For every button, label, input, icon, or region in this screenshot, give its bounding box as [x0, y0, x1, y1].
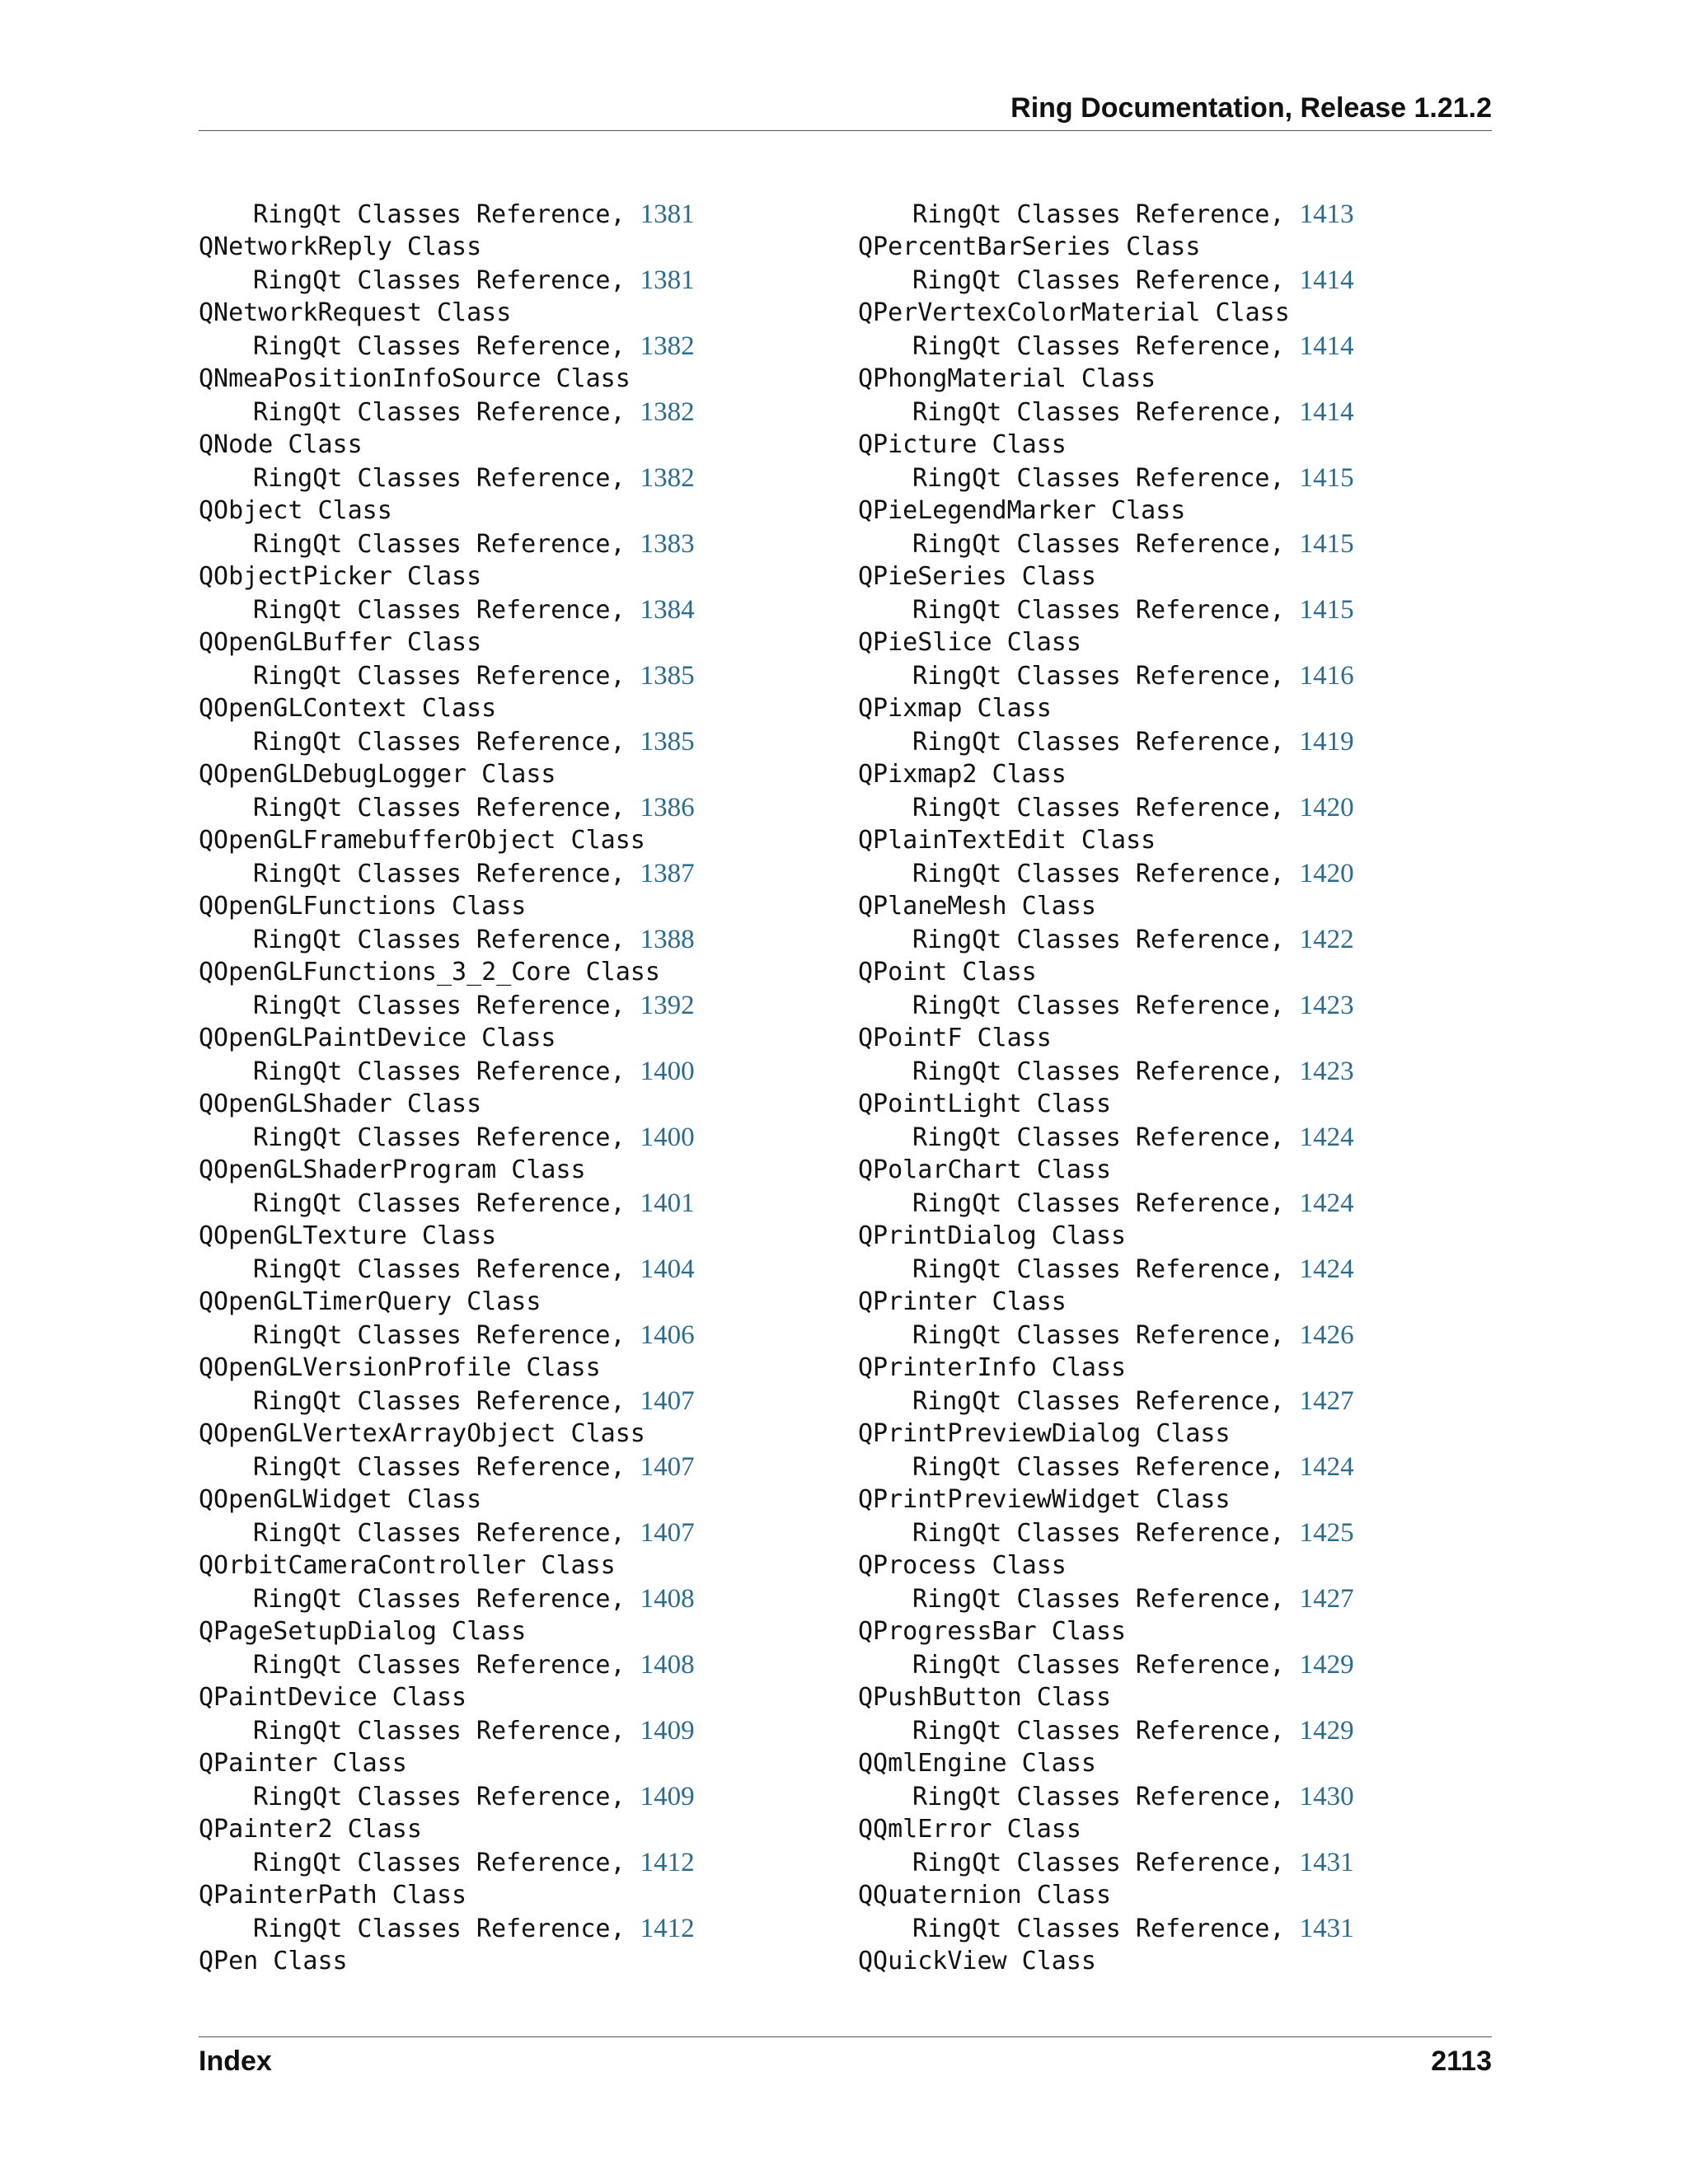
index-subentry-label: RingQt Classes Reference, — [912, 1519, 1285, 1548]
index-subentry-label: RingQt Classes Reference, — [912, 1321, 1285, 1350]
index-term: QOpenGLFunctions Class — [199, 892, 527, 921]
index-subentry — [199, 1912, 809, 1945]
page-number-link[interactable]: 1429 — [1299, 1716, 1354, 1746]
index-subentry — [199, 725, 809, 758]
index-term: QPrinterInfo Class — [858, 1353, 1127, 1382]
index-subentry-label: RingQt Classes Reference, — [253, 1387, 626, 1416]
index-subentry-label: RingQt Classes Reference, — [912, 1123, 1285, 1152]
page-number-link[interactable]: 1406 — [640, 1320, 695, 1350]
index-subentry — [199, 264, 809, 297]
index-term: QPrintDialog Class — [858, 1221, 1127, 1250]
index-subentry-label: RingQt Classes Reference, — [253, 266, 626, 295]
index-term: QPointF Class — [858, 1024, 1052, 1052]
page-number-link[interactable]: 1382 — [640, 397, 695, 427]
index-subentry — [858, 659, 1468, 692]
index-subentry — [199, 462, 809, 494]
index-term: QPolarChart Class — [858, 1155, 1112, 1184]
index-subentry-label: RingQt Classes Reference, — [253, 1189, 626, 1218]
index-subentry — [858, 198, 1468, 231]
footer-section-label: Index — [199, 2046, 272, 2077]
footer-page-number: 2113 — [1431, 2046, 1492, 2077]
index-subentry-label: RingQt Classes Reference, — [912, 398, 1285, 427]
page-number-link[interactable]: 1385 — [640, 727, 695, 757]
index-subentry-label: RingQt Classes Reference, — [253, 1453, 626, 1482]
index-subentry — [199, 1582, 809, 1615]
page-number-link[interactable]: 1381 — [640, 265, 695, 295]
index-term: QPrintPreviewDialog Class — [858, 1419, 1231, 1448]
index-subentry-label: RingQt Classes Reference, — [912, 1255, 1285, 1284]
index-term: QOpenGLFunctions_3_2_Core Class — [199, 958, 660, 987]
index-subentry-label: RingQt Classes Reference, — [912, 464, 1285, 493]
index-subentry-label: RingQt Classes Reference, — [912, 332, 1285, 361]
page-number-link[interactable]: 1386 — [640, 793, 695, 823]
index-subentry-label: RingQt Classes Reference, — [912, 860, 1285, 888]
index-term: QOpenGLBuffer Class — [199, 628, 482, 657]
index-subentry — [858, 1055, 1468, 1088]
index-subentry — [199, 659, 809, 692]
page-number-link[interactable]: 1414 — [1299, 265, 1354, 295]
index-subentry — [199, 198, 809, 231]
index-subentry-label: RingQt Classes Reference, — [912, 1783, 1285, 1811]
index-term: QPlainTextEdit Class — [858, 826, 1156, 855]
index-subentry-label: RingQt Classes Reference, — [912, 596, 1285, 625]
index-term: QPieSeries Class — [858, 562, 1096, 591]
page-number-link[interactable]: 1400 — [640, 1057, 695, 1086]
page-number-link[interactable]: 1400 — [640, 1122, 695, 1152]
index-subentry — [858, 1253, 1468, 1286]
page-number-link[interactable]: 1414 — [1299, 397, 1354, 427]
index-term: QQmlEngine Class — [858, 1749, 1096, 1778]
index-subentry-label: RingQt Classes Reference, — [253, 991, 626, 1020]
index-subentry-label: RingQt Classes Reference, — [253, 1321, 626, 1350]
index-subentry-label: RingQt Classes Reference, — [253, 662, 626, 691]
index-subentry-label: RingQt Classes Reference, — [253, 1057, 626, 1086]
index-subentry — [858, 1780, 1468, 1813]
index-subentry-label: RingQt Classes Reference, — [253, 332, 626, 361]
index-subentry — [199, 1319, 809, 1352]
index-subentry-label: RingQt Classes Reference, — [912, 530, 1285, 559]
index-term: QPrintPreviewWidget Class — [858, 1485, 1231, 1514]
index-subentry-label: RingQt Classes Reference, — [253, 794, 626, 823]
index-subentry — [858, 1451, 1468, 1483]
index-term: QPainter2 Class — [199, 1815, 422, 1844]
index-term: QPaintDevice Class — [199, 1683, 467, 1712]
index-term: QQuickView Class — [858, 1947, 1096, 1975]
index-subentry — [858, 1516, 1468, 1549]
page-number-link[interactable]: 1413 — [1299, 199, 1354, 229]
index-subentry-label: RingQt Classes Reference, — [253, 728, 626, 757]
index-subentry-label: RingQt Classes Reference, — [912, 1585, 1285, 1614]
index-term: QQmlError Class — [858, 1815, 1081, 1844]
index-subentry-label: RingQt Classes Reference, — [253, 530, 626, 559]
index-subentry — [858, 462, 1468, 494]
page-number-link[interactable]: 1423 — [1299, 991, 1354, 1020]
index-subentry-label: RingQt Classes Reference, — [912, 1387, 1285, 1416]
index-subentry-label: RingQt Classes Reference, — [912, 1453, 1285, 1482]
page-number-link[interactable]: 1423 — [1299, 1057, 1354, 1086]
index-subentry-label: RingQt Classes Reference, — [253, 1651, 626, 1680]
index-subentry — [858, 527, 1468, 560]
index-subentry — [199, 1253, 809, 1286]
index-term: QOpenGLDebugLogger Class — [199, 760, 556, 789]
index-term: QNmeaPositionInfoSource Class — [199, 364, 631, 393]
index-subentry — [858, 330, 1468, 363]
page-number-link[interactable]: 1387 — [640, 859, 695, 888]
index-subentry-label: RingQt Classes Reference, — [253, 860, 626, 888]
page-number-link[interactable]: 1424 — [1299, 1254, 1354, 1284]
index-term: QPrinter Class — [858, 1287, 1067, 1316]
index-subentry-label: RingQt Classes Reference, — [912, 728, 1285, 757]
index-subentry — [199, 1385, 809, 1418]
index-term: QPushButton Class — [858, 1683, 1112, 1712]
page-number-link[interactable]: 1407 — [640, 1386, 695, 1416]
page-number-link[interactable]: 1412 — [640, 1848, 695, 1877]
page-number-link[interactable]: 1431 — [1299, 1848, 1354, 1877]
index-subentry-label: RingQt Classes Reference, — [253, 200, 626, 229]
index-subentry — [858, 1187, 1468, 1220]
index-subentry — [199, 396, 809, 429]
page-number-link[interactable]: 1427 — [1299, 1386, 1354, 1416]
index-subentry — [199, 1055, 809, 1088]
index-term: QNetworkRequest Class — [199, 298, 512, 327]
page-number-link[interactable]: 1427 — [1299, 1584, 1354, 1614]
index-term: QOpenGLFramebufferObject Class — [199, 826, 645, 855]
index-term: QOpenGLTimerQuery Class — [199, 1287, 542, 1316]
page-number-link[interactable]: 1426 — [1299, 1320, 1354, 1350]
index-subentry — [858, 857, 1468, 890]
page-number-link[interactable]: 1392 — [640, 991, 695, 1020]
index-subentry — [199, 1648, 809, 1681]
index-subentry-label: RingQt Classes Reference, — [912, 926, 1285, 954]
index-subentry-label: RingQt Classes Reference, — [912, 794, 1285, 823]
page-number-link[interactable]: 1420 — [1299, 793, 1354, 823]
index-term: QOpenGLPaintDevice Class — [199, 1024, 556, 1052]
index-term: QNetworkReply Class — [199, 232, 482, 261]
index-subentry — [199, 527, 809, 560]
index-subentry-label: RingQt Classes Reference, — [912, 662, 1285, 691]
index-subentry — [199, 593, 809, 626]
index-term: QPageSetupDialog Class — [199, 1617, 527, 1646]
footer-rule — [199, 2036, 1492, 2037]
index-subentry — [858, 264, 1468, 297]
page-number-link[interactable]: 1429 — [1299, 1650, 1354, 1680]
index-subentry — [858, 1648, 1468, 1681]
page-number-link[interactable]: 1420 — [1299, 859, 1354, 888]
index-subentry-label: RingQt Classes Reference, — [912, 1057, 1285, 1086]
index-subentry — [199, 330, 809, 363]
index-term: QPointLight Class — [858, 1090, 1112, 1118]
index-subentry-label: RingQt Classes Reference, — [912, 266, 1285, 295]
index-term: QPhongMaterial Class — [858, 364, 1156, 393]
index-subentry — [199, 857, 809, 890]
index-subentry — [858, 1714, 1468, 1747]
index-term: QNode Class — [199, 430, 363, 459]
index-term: QOpenGLVertexArrayObject Class — [199, 1419, 645, 1448]
index-subentry — [199, 1121, 809, 1154]
index-subentry — [858, 725, 1468, 758]
index-subentry — [199, 1714, 809, 1747]
index-column-left — [199, 198, 809, 1978]
index-subentry-label: RingQt Classes Reference, — [253, 398, 626, 427]
index-subentry — [199, 923, 809, 956]
index-term: QOpenGLVersionProfile Class — [199, 1353, 601, 1382]
index-term: QProgressBar Class — [858, 1617, 1127, 1646]
index-term: QProcess Class — [858, 1551, 1067, 1580]
index-subentry-label: RingQt Classes Reference, — [253, 1585, 626, 1614]
index-subentry-label: RingQt Classes Reference, — [253, 1915, 626, 1943]
page-number-link[interactable]: 1414 — [1299, 331, 1354, 361]
page-number-link[interactable]: 1388 — [640, 925, 695, 954]
index-subentry — [858, 1385, 1468, 1418]
page-number-link[interactable]: 1412 — [640, 1914, 695, 1943]
index-term: QPainter Class — [199, 1749, 407, 1778]
index-subentry-label: RingQt Classes Reference, — [912, 1189, 1285, 1218]
page-number-link[interactable]: 1415 — [1299, 529, 1354, 559]
index-subentry — [858, 1121, 1468, 1154]
page-number-link[interactable]: 1404 — [640, 1254, 695, 1284]
index-subentry — [199, 1451, 809, 1483]
index-subentry-label: RingQt Classes Reference, — [912, 1717, 1285, 1746]
page-number-link[interactable]: 1430 — [1299, 1782, 1354, 1811]
index-subentry-label: RingQt Classes Reference, — [253, 926, 626, 954]
index-term: QPlaneMesh Class — [858, 892, 1096, 921]
index-subentry — [858, 1846, 1468, 1879]
index-subentry — [199, 1780, 809, 1813]
index-term: QOrbitCameraController Class — [199, 1551, 616, 1580]
index-term: QPerVertexColorMaterial Class — [858, 298, 1290, 327]
index-term: QOpenGLShader Class — [199, 1090, 482, 1118]
index-subentry — [858, 1582, 1468, 1615]
header-rule — [199, 130, 1492, 131]
index-subentry-label: RingQt Classes Reference, — [912, 1651, 1285, 1680]
index-term: QOpenGLWidget Class — [199, 1485, 482, 1514]
index-subentry — [199, 1846, 809, 1879]
page-number-link[interactable]: 1415 — [1299, 595, 1354, 625]
page-number-link[interactable]: 1382 — [640, 331, 695, 361]
index-term: QPixmap2 Class — [858, 760, 1067, 789]
index-subentry-label: RingQt Classes Reference, — [253, 1783, 626, 1811]
page-number-link[interactable]: 1409 — [640, 1716, 695, 1746]
page-number-link[interactable]: 1425 — [1299, 1518, 1354, 1548]
index-column-right — [858, 198, 1468, 1978]
index-subentry-label: RingQt Classes Reference, — [253, 596, 626, 625]
page-number-link[interactable]: 1407 — [640, 1452, 695, 1482]
index-term: QPen Class — [199, 1947, 348, 1975]
index-subentry — [199, 1187, 809, 1220]
index-subentry-label: RingQt Classes Reference, — [253, 1849, 626, 1877]
page-number-link[interactable]: 1408 — [640, 1584, 695, 1614]
index-term: QPicture Class — [858, 430, 1067, 459]
page-number-link[interactable]: 1401 — [640, 1188, 695, 1218]
page-number-link[interactable]: 1424 — [1299, 1452, 1354, 1482]
index-subentry-label: RingQt Classes Reference, — [253, 1123, 626, 1152]
index-subentry-label: RingQt Classes Reference, — [253, 1519, 626, 1548]
index-term: QOpenGLShaderProgram Class — [199, 1155, 586, 1184]
index-subentry-label: RingQt Classes Reference, — [253, 464, 626, 493]
index-term: QPercentBarSeries Class — [858, 232, 1201, 261]
index-subentry — [858, 989, 1468, 1022]
index-term: QOpenGLContext Class — [199, 694, 497, 723]
page-number-link[interactable]: 1416 — [1299, 661, 1354, 691]
page-number-link[interactable]: 1424 — [1299, 1122, 1354, 1152]
index-subentry — [199, 989, 809, 1022]
index-subentry-label: RingQt Classes Reference, — [912, 1849, 1285, 1877]
page-number-link[interactable]: 1419 — [1299, 727, 1354, 757]
index-subentry — [858, 791, 1468, 824]
index-term: QPieSlice Class — [858, 628, 1081, 657]
index-term: QQuaternion Class — [858, 1881, 1112, 1910]
index-term: QPixmap Class — [858, 694, 1052, 723]
running-header-title: Ring Documentation, Release 1.21.2 — [1010, 92, 1492, 124]
index-term: QPainterPath Class — [199, 1881, 467, 1910]
page-number-link[interactable]: 1382 — [640, 463, 695, 493]
page-number-link[interactable]: 1431 — [1299, 1914, 1354, 1943]
index-subentry — [858, 1912, 1468, 1945]
index-subentry — [858, 923, 1468, 956]
index-subentry — [199, 1516, 809, 1549]
index-subentry — [858, 593, 1468, 626]
index-subentry-label: RingQt Classes Reference, — [253, 1255, 626, 1284]
index-subentry-label: RingQt Classes Reference, — [912, 991, 1285, 1020]
index-term: QOpenGLTexture Class — [199, 1221, 497, 1250]
page-number-link[interactable]: 1407 — [640, 1518, 695, 1548]
index-subentry-label: RingQt Classes Reference, — [912, 200, 1285, 229]
index-subentry — [199, 791, 809, 824]
index-term: QPieLegendMarker Class — [858, 496, 1186, 525]
index-term: QObjectPicker Class — [199, 562, 482, 591]
page-number-link[interactable]: 1385 — [640, 661, 695, 691]
page-number-link[interactable]: 1384 — [640, 595, 695, 625]
index-subentry-label: RingQt Classes Reference, — [912, 1915, 1285, 1943]
index-subentry — [858, 1319, 1468, 1352]
index-subentry — [858, 396, 1468, 429]
index-term: QObject Class — [199, 496, 392, 525]
index-subentry-label: RingQt Classes Reference, — [253, 1717, 626, 1746]
page-number-link[interactable]: 1409 — [640, 1782, 695, 1811]
page-number-link[interactable]: 1381 — [640, 199, 695, 229]
index-term: QPoint Class — [858, 958, 1037, 987]
page-number-link[interactable]: 1424 — [1299, 1188, 1354, 1218]
page-number-link[interactable]: 1415 — [1299, 463, 1354, 493]
page-number-link[interactable]: 1408 — [640, 1650, 695, 1680]
page-number-link[interactable]: 1383 — [640, 529, 695, 559]
page-number-link[interactable]: 1422 — [1299, 925, 1354, 954]
